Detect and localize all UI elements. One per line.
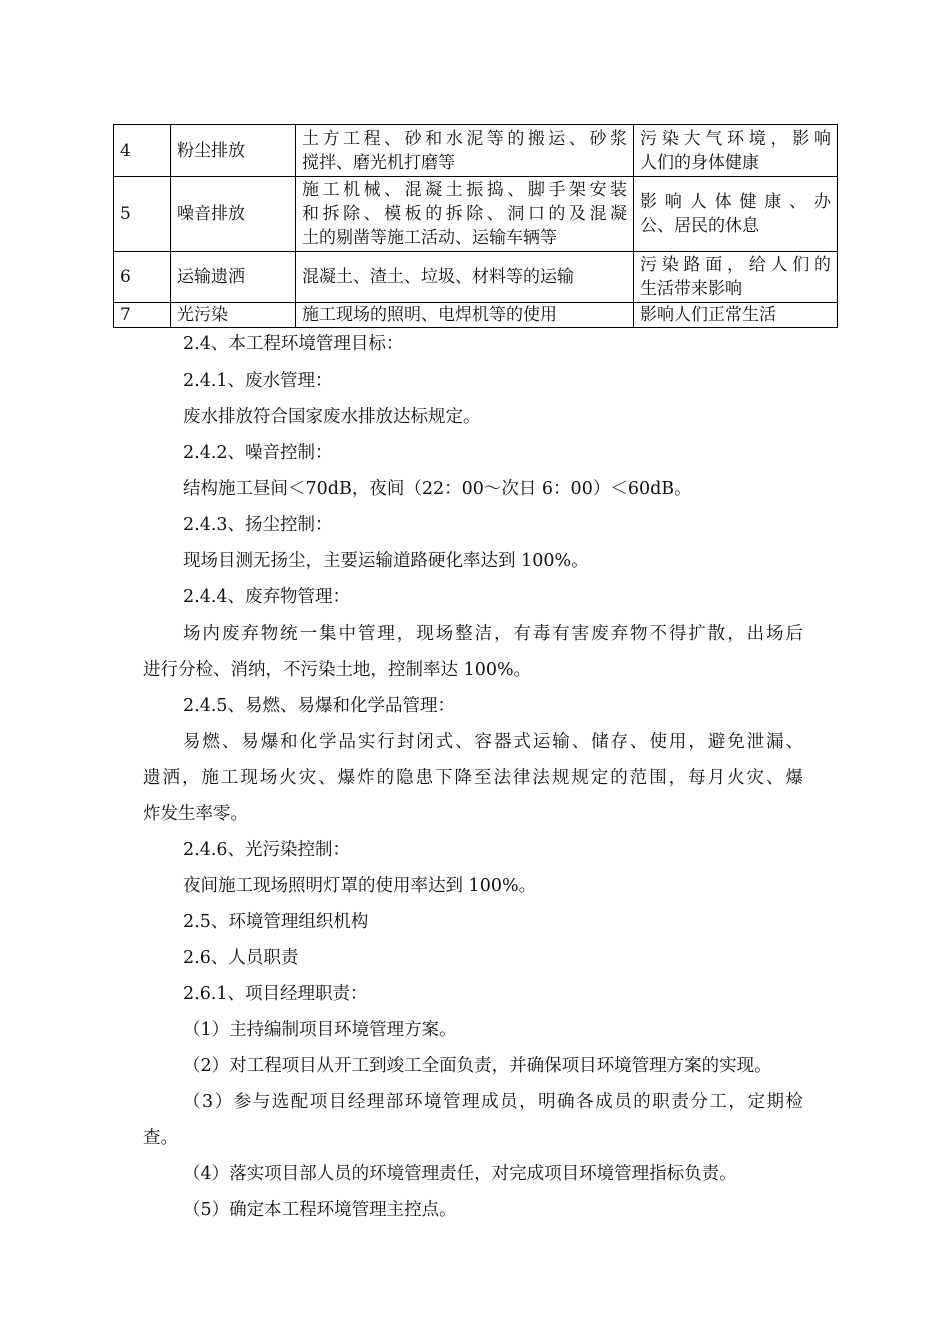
table-row [114, 252, 838, 303]
paragraph: 结构施工昼间＜70dB，夜间（22：00～次日 6：00）＜60dB。 [183, 479, 692, 499]
duty-item: （1）主持编制项目环境管理方案。 [183, 1020, 457, 1040]
cause-line: 施工现场的照明、电焊机等的使用 [302, 305, 557, 325]
row-number: 5 [114, 177, 171, 252]
duty-item: （4）落实项目部人员的环境管理责任，对完成项目环境管理指标负责。 [183, 1164, 737, 1184]
paragraph-line: 易燃、易爆和化学品实行封闭式、容器式运输、储存、使用，避免泄漏、 [183, 732, 803, 752]
duty-item: （5）确定本工程环境管理主控点。 [183, 1200, 457, 1220]
row-item: 运输遗洒 [171, 252, 296, 303]
impact-line: 影响人们正常生活 [640, 305, 776, 325]
section-heading: 2.4、本工程环境管理目标： [183, 334, 404, 354]
impact-line: 公、居民的休息 [640, 216, 759, 236]
row-cause [296, 177, 634, 252]
cause-line: 土的剔凿等施工活动、运输车辆等 [302, 228, 557, 248]
row-impact [634, 303, 838, 328]
subsection-heading: 2.4.6、光污染控制： [183, 840, 351, 860]
duty-item: （3）参与选配项目经理部环境管理成员，明确各成员的职责分工，定期检 [183, 1092, 803, 1112]
paragraph-line: 炸发生率零。 [143, 804, 248, 824]
paragraph-line: 遗洒，施工现场火灾、爆炸的隐患下降至法律法规规定的范围，每月火灾、爆 [143, 768, 803, 788]
impact-line: 生活带来影响 [640, 279, 742, 299]
section-heading: 2.6、人员职责 [183, 948, 299, 968]
subsection-heading: 2.4.2、噪音控制： [183, 443, 333, 463]
subsection-heading: 2.4.5、易燃、易爆和化学品管理： [183, 696, 456, 716]
duty-item-continued: 查。 [143, 1128, 178, 1148]
row-cause [296, 252, 634, 303]
row-number: 7 [114, 303, 171, 328]
row-item: 光污染 [171, 303, 296, 328]
row-cause [296, 303, 634, 328]
paragraph-line: 场内废弃物统一集中管理，现场整洁，有毒有害废弃物不得扩散，出场后 [183, 624, 803, 644]
table-row [114, 177, 838, 252]
paragraph: 现场目测无扬尘，主要运输道路硬化率达到 100%。 [183, 551, 589, 571]
paragraph-line: 进行分检、消纳，不污染土地，控制率达 100%。 [143, 660, 532, 680]
cause-line: 和拆除、模板的拆除、洞口的及混凝 [302, 204, 627, 224]
impact-table [113, 124, 838, 328]
row-impact [634, 252, 838, 303]
row-impact [634, 177, 838, 252]
cause-line: 搅拌、磨光机打磨等 [302, 152, 455, 173]
row-number: 4 [114, 125, 171, 177]
row-impact [634, 125, 838, 177]
impact-line: 影响人体健康、办 [640, 192, 831, 212]
cause-line: 土方工程、砂和水泥等的搬运、砂浆 [302, 128, 627, 149]
paragraph: 夜间施工现场照明灯罩的使用率达到 100%。 [183, 876, 537, 896]
subsection-heading: 2.4.4、废弃物管理： [183, 587, 351, 607]
row-cause [296, 125, 634, 177]
cause-line: 混凝土、渣土、垃圾、材料等的运输 [302, 267, 574, 287]
row-item: 噪音排放 [171, 177, 296, 252]
duty-item: （2）对工程项目从开工到竣工全面负责，并确保项目环境管理方案的实现。 [183, 1056, 772, 1076]
paragraph: 废水排放符合国家废水排放达标规定。 [183, 407, 481, 427]
table-row [114, 303, 838, 328]
row-item: 粉尘排放 [171, 125, 296, 177]
row-number: 6 [114, 252, 171, 303]
impact-line: 人们的身体健康 [640, 152, 759, 173]
table-row [114, 125, 838, 177]
section-heading: 2.5、环境管理组织机构 [183, 912, 369, 932]
subsection-heading: 2.6.1、项目经理职责： [183, 984, 368, 1004]
impact-line: 污染大气环境，影响 [640, 128, 831, 149]
subsection-heading: 2.4.1、废水管理： [183, 371, 333, 391]
impact-line: 污染路面，给人们的 [640, 255, 831, 275]
cause-line: 施工机械、混凝土振捣、脚手架安装 [302, 180, 627, 200]
subsection-heading: 2.4.3、扬尘控制： [183, 515, 333, 535]
